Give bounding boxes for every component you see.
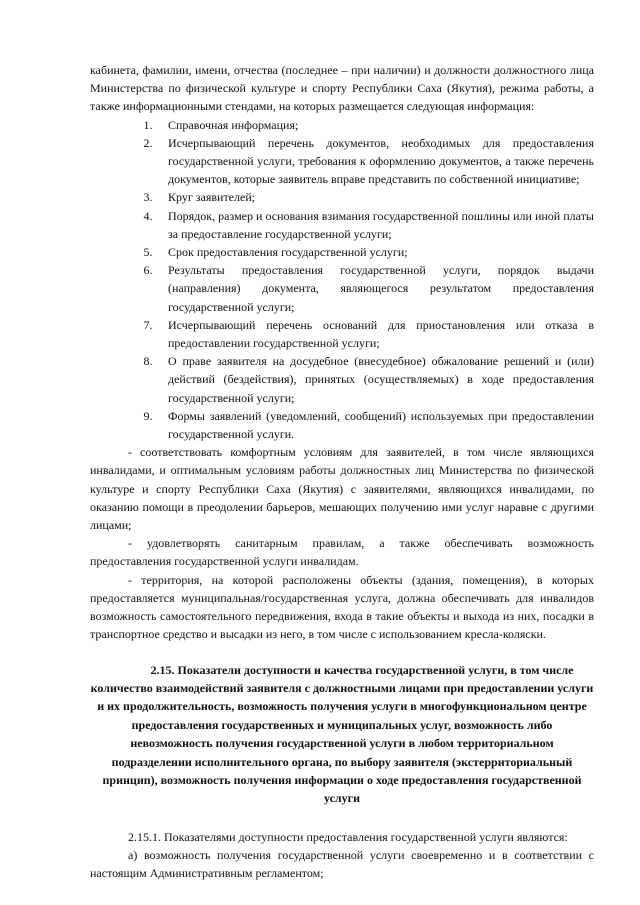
item-number: 4. <box>143 208 153 223</box>
item-text: Порядок, размер и основания взимания государственной пошлины или иной платы за предоставление государственной услуги; <box>168 208 594 241</box>
body-paragraph: 2.15.1. Показателями доступности предоставления государственной услуги являются: <box>128 829 568 844</box>
item-text: Исчерпывающий перечень документов, необходимых для предоставления государственной услуги, требования к оформлению документов, а также перечень документов, которые заявитель вправе представить по собственной инициативе; <box>168 135 594 187</box>
item-number: 8. <box>143 354 153 369</box>
list-item <box>90 316 594 352</box>
item-text: Круг заявителей; <box>168 190 256 205</box>
list-item <box>90 243 594 261</box>
item-number: 6. <box>143 263 153 278</box>
item-text: Срок предоставления государственной услуги; <box>168 245 408 260</box>
document-page <box>90 61 594 882</box>
info-list <box>90 116 594 444</box>
list-item <box>90 134 594 189</box>
item-text: Исчерпывающий перечень оснований для приостановления или отказа в предоставлении государственной услуги; <box>168 317 594 351</box>
body-paragraph: а) возможность получения государственной услуги своевременно и в соответствии с настоящим Административным регламентом; <box>90 847 594 881</box>
item-text: О праве заявителя на досудебное (внесудебное) обжалование решений и (или) действий (бездействия), принятых (осуществляемых) в ходе предоставления государственной услуги; <box>168 354 594 405</box>
list-item <box>90 207 594 243</box>
item-number: 5. <box>143 245 153 260</box>
list-item <box>90 188 594 206</box>
item-number: 7. <box>143 317 153 332</box>
item-number: 9. <box>143 408 153 423</box>
intro-paragraph: кабинета, фамилии, имени, отчества (последнее – при наличии) и должности должностного лица Министерства по физической культуре и спорту Республики Саха (Якутия), режима работы, а также информационными стендами, на которых размещается следующая информация: <box>90 63 594 114</box>
item-text: Справочная информация; <box>168 117 299 132</box>
list-item <box>90 261 594 316</box>
item-number: 3. <box>143 190 153 205</box>
list-item <box>90 407 594 443</box>
item-number: 2. <box>143 135 153 150</box>
dash-paragraph: - территория, на которой расположены объекты (здания, помещения), в которых предоставляется муниципальная/государственная услуга, должна обеспечивать для инвалидов возможность самостоятельного передвижения, входа в такие объекты и выхода из них, посадки в транспортное средство и высадки из него, в том числе с использованием кресла-коляски. <box>90 572 594 642</box>
dash-paragraph: - соответствовать комфортным условиям для заявителей, в том числе являющихся инвалидами, и оптимальным условиям работы должностных лиц Министерства по физической культуре и спорту Республики Саха (Якутия) с заявителями, являющихся инвалидами, по оказанию помощи в преодолении барьеров, мешающих получению ими услуг наравне с другими лицами; <box>90 445 594 533</box>
list-item <box>90 352 594 407</box>
list-item <box>90 116 594 134</box>
dash-paragraph: - удовлетворять санитарным правилам, а также обеспечивать возможность предоставления государственной услуги инвалидам. <box>90 536 594 569</box>
section-heading: 2.15. Показатели доступности и качества государственной услуги, в том числе количество взаимодействий заявителя с должностными лицами при предоставлении услуги и их продолжительность, возможность получения услуги в многофункциональном центре предоставления государственных и муниципальных услуг, возможность либо невозможность получения государственной услуги в любом территориальном подразделении исполнительного органа, по выбору заявителя (экстерриториальный принцип), возможность получения информации о ходе предоставления государственной услуги <box>90 662 594 806</box>
item-number: 1. <box>143 117 153 132</box>
item-text: Результаты предоставления государственной услуги, порядок выдачи (направления) документа, являющегося результатом предоставления государственной услуги; <box>168 263 594 314</box>
item-text: Формы заявлений (уведомлений, сообщений) используемых при предоставлении государственной услуги. <box>168 408 594 442</box>
